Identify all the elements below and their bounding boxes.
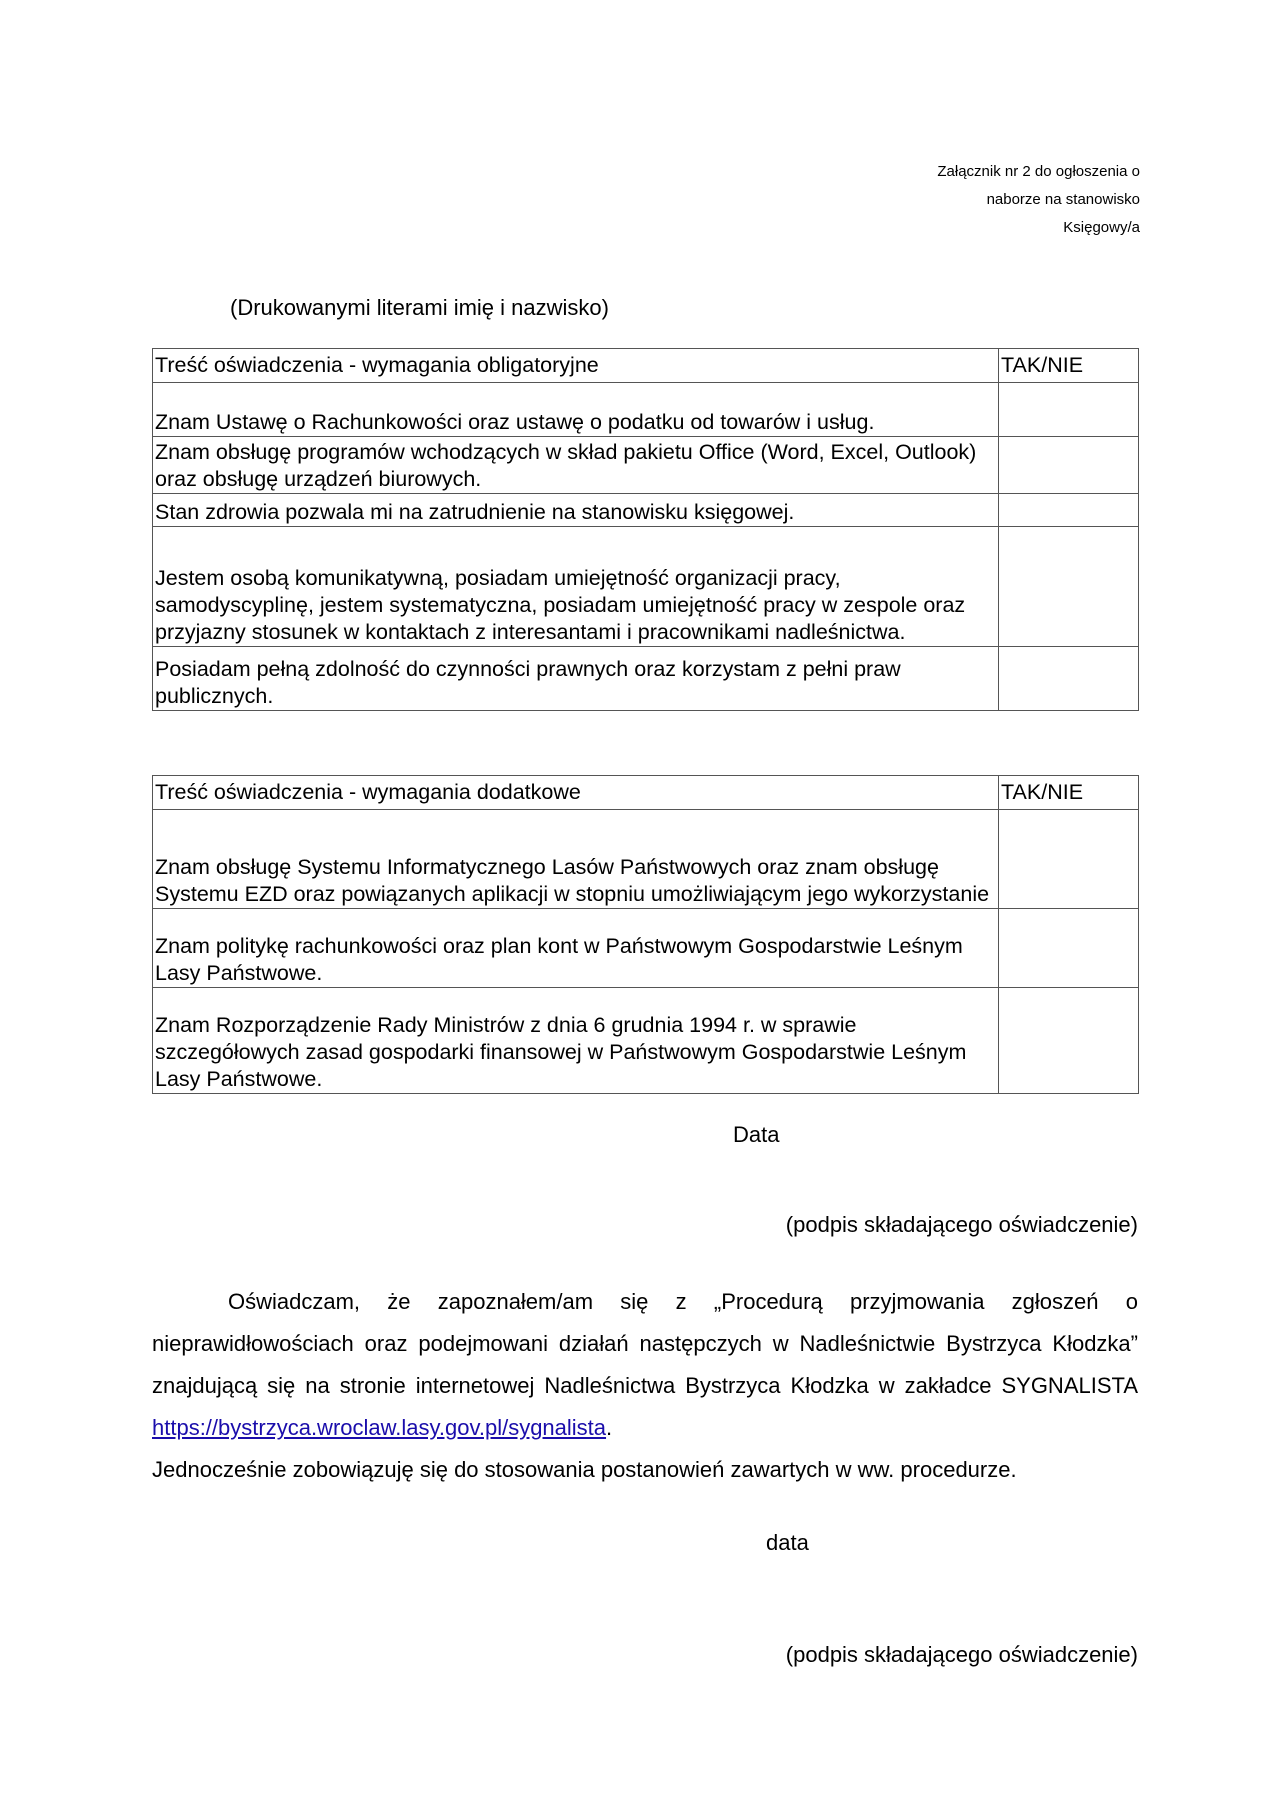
mandatory-answer-header: TAK/NIE: [999, 349, 1139, 383]
answer-cell[interactable]: [999, 527, 1139, 647]
statement-text: Znam obsługę Systemu Informatycznego Lasów Państwowych oraz znam obsługę Systemu EZD oraz powiązanych aplikacji w stopniu umożliwiającym jego wykorzystanie: [153, 810, 999, 909]
statement-text: Jestem osobą komunikatywną, posiadam umiejętność organizacji pracy, samodyscyplinę, jestem systematyczna, posiadam umiejętność pracy w zespole oraz przyjazny stosunek w kontaktach z interesantami i pracownikami nadleśnictwa.: [153, 527, 999, 647]
answer-cell[interactable]: [999, 647, 1139, 711]
answer-cell[interactable]: [999, 437, 1139, 494]
table-row: [153, 647, 1139, 711]
table-row: [153, 909, 1139, 988]
statement-text: Znam Rozporządzenie Rady Ministrów z dnia 6 grudnia 1994 r. w sprawie szczegółowych zasad gospodarki finansowej w Państwowym Gospodarstwie Leśnym Lasy Państwowe.: [153, 988, 999, 1094]
table-row: [153, 810, 1139, 909]
additional-header: Treść oświadczenia - wymagania dodatkowe: [153, 776, 999, 810]
signature-label: (podpis składającego oświadczenie): [785, 1212, 1138, 1237]
signature-label-2: (podpis składającego oświadczenie): [785, 1642, 1138, 1667]
answer-cell[interactable]: [999, 383, 1139, 437]
attachment-note-line-1: Załącznik nr 2 do ogłoszenia o: [937, 163, 1140, 180]
table-row: [153, 988, 1139, 1094]
statement-text: Znam Ustawę o Rachunkowości oraz ustawę o podatku od towarów i usług.: [153, 383, 999, 437]
additional-requirements-table: [152, 775, 1139, 1094]
table-row: [153, 527, 1139, 647]
mandatory-requirements-table: [152, 348, 1139, 711]
declaration-paragraph: [152, 1281, 1138, 1449]
name-caption: (Drukowanymi literami imię i nazwisko): [230, 295, 609, 320]
statement-text: Znam politykę rachunkowości oraz plan kont w Państwowym Gospodarstwie Leśnym Lasy Państwowe.: [153, 909, 999, 988]
date-label-2: data: [766, 1530, 809, 1555]
statement-text: Stan zdrowia pozwala mi na zatrudnienie na stanowisku księgowej.: [153, 494, 999, 527]
answer-cell[interactable]: [999, 909, 1139, 988]
statement-text: Posiadam pełną zdolność do czynności prawnych oraz korzystam z pełni praw publicznych.: [153, 647, 999, 711]
declaration-commitment: Jednocześnie zobowiązuję się do stosowania postanowień zawartych w ww. procedurze.: [152, 1457, 1017, 1482]
declaration-text-end: .: [606, 1415, 613, 1440]
declaration-text-start: Oświadczam, że zapoznałem/am się z „Procedurą przyjmowania zgłoszeń o nieprawidłowościach oraz podejmowani działań następczych w Nadleśnictwie Bystrzyca Kłodzka” znajdującą się na stronie internetowej Nadleśnictwa Bystrzyca Kłodzka w zakładce SYGNALISTA: [152, 1289, 1138, 1398]
attachment-note-line-3: Księgowy/a: [1063, 219, 1140, 236]
table-header-row: [153, 349, 1139, 383]
statement-text: Znam obsługę programów wchodzących w skład pakietu Office (Word, Excel, Outlook) oraz obsługę urządzeń biurowych.: [153, 437, 999, 494]
declaration-text: [152, 1281, 1138, 1491]
table-row: [153, 437, 1139, 494]
table-row: [153, 494, 1139, 527]
mandatory-header: Treść oświadczenia - wymagania obligatoryjne: [153, 349, 999, 383]
additional-answer-header: TAK/NIE: [999, 776, 1139, 810]
attachment-note: [740, 158, 1140, 242]
answer-cell[interactable]: [999, 810, 1139, 909]
table-header-row: [153, 776, 1139, 810]
attachment-note-line-2: naborze na stanowisko: [986, 191, 1140, 208]
table-row: [153, 383, 1139, 437]
date-label: Data: [733, 1122, 780, 1147]
answer-cell[interactable]: [999, 494, 1139, 527]
answer-cell[interactable]: [999, 988, 1139, 1094]
sygnalista-link[interactable]: https://bystrzyca.wroclaw.lasy.gov.pl/sygnalista: [152, 1415, 607, 1440]
